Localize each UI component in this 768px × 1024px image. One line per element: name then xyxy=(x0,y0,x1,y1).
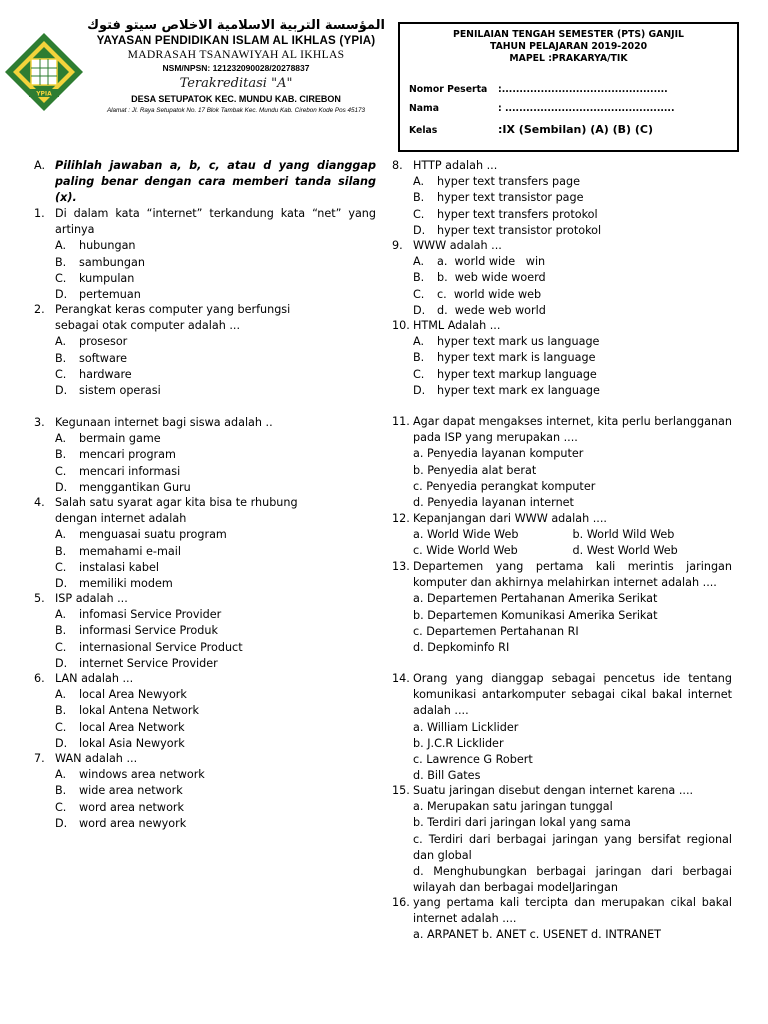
option-b[interactable]: b. Terdiri dari jaringan lokal yang sama xyxy=(413,816,631,830)
option-letter: D. xyxy=(55,656,68,670)
option-text: b. web wide woerd xyxy=(437,271,546,285)
option-letter: B. xyxy=(55,704,67,718)
option-text: hyper text transfers protokol xyxy=(437,207,598,221)
question-text: ISP adalah ... xyxy=(55,592,128,605)
option-d[interactable] xyxy=(55,656,376,672)
instruction-text: Pilihlah jawaban a, b, c, atau d yang dianggap paling benar dengan cara memberi tanda silang (x). xyxy=(55,159,376,205)
option-d[interactable]: d. Bill Gates xyxy=(413,769,481,783)
option-d[interactable] xyxy=(55,816,376,832)
option-letter: B. xyxy=(413,271,425,285)
option-text: hyper text mark us language xyxy=(437,335,600,349)
option-letter: B. xyxy=(55,624,67,638)
question-text: Agar dapat mengakses internet, kita perlu berlangganan pada ISP yang merupakan .... xyxy=(413,415,732,445)
question-11 xyxy=(392,414,732,511)
option-letter: C. xyxy=(55,800,67,814)
option-text: hyper text mark is language xyxy=(437,351,596,365)
option-b[interactable] xyxy=(55,447,376,463)
letterhead-arabic: المؤسسة التربية الاسلامية الاخلاص سيتو فتوك xyxy=(87,18,385,33)
option-text: hardware xyxy=(79,367,132,381)
option-a[interactable] xyxy=(55,238,376,254)
option-letter: D. xyxy=(413,303,426,317)
option-letter: A. xyxy=(413,335,425,349)
option-c[interactable] xyxy=(55,464,376,480)
question-7 xyxy=(34,751,376,832)
option-text: lokal Asia Newyork xyxy=(79,736,185,750)
option-letter: B. xyxy=(55,544,67,558)
option-letter: D. xyxy=(55,577,68,591)
nama-field[interactable]: : ................................................ xyxy=(498,103,675,114)
option-letter: C. xyxy=(55,560,67,574)
option-letter: D. xyxy=(55,384,68,398)
question-number: 7. xyxy=(34,752,45,765)
option-text: informasi Service Produk xyxy=(79,624,218,638)
option-a[interactable] xyxy=(413,174,732,190)
option-letter: C. xyxy=(413,287,425,301)
exam-title xyxy=(400,29,737,65)
option-c[interactable]: c. Penyedia perangkat komputer xyxy=(413,479,596,493)
question-9 xyxy=(392,238,732,319)
option-a[interactable]: a. Departemen Pertahanan Amerika Serikat xyxy=(413,592,658,606)
option-letter: C. xyxy=(413,367,425,381)
option-text: menguasai suatu program xyxy=(79,528,227,542)
exam-title-line2: TAHUN PELAJARAN 2019-2020 xyxy=(489,41,648,52)
option-letter: D. xyxy=(55,816,68,830)
question-1 xyxy=(34,206,376,303)
option-d[interactable]: d. Penyedia layanan internet xyxy=(413,496,574,510)
option-text: software xyxy=(79,351,128,365)
option-letter: D. xyxy=(55,480,68,494)
question-number: 10. xyxy=(392,319,410,332)
option-text: infomasi Service Provider xyxy=(79,608,222,622)
option-letter: B. xyxy=(55,784,67,798)
answer-options[interactable]: a. ARPANET b. ANET c. USENET d. INTRANET xyxy=(413,928,662,942)
option-a[interactable] xyxy=(55,527,376,543)
option-b[interactable] xyxy=(55,783,376,799)
option-letter: C. xyxy=(55,640,67,654)
question-text: HTTP adalah ... xyxy=(413,159,498,172)
option-b[interactable] xyxy=(413,350,732,366)
option-a[interactable] xyxy=(55,431,376,447)
option-text: wide area network xyxy=(79,784,183,798)
kelas-label: Kelas xyxy=(409,125,438,136)
logo-text: YPIA xyxy=(36,90,52,98)
option-text: hyper text transistor protokol xyxy=(437,223,602,237)
option-b[interactable]: b. World Wild Web xyxy=(572,528,675,542)
question-number: 2. xyxy=(34,303,45,316)
option-letter: B. xyxy=(55,448,67,462)
question-4 xyxy=(34,495,376,592)
option-d[interactable] xyxy=(55,383,376,399)
question-2 xyxy=(34,302,376,399)
option-c[interactable] xyxy=(413,367,732,383)
option-c[interactable] xyxy=(55,640,376,656)
option-letter: C. xyxy=(55,271,67,285)
question-text: yang pertama kali tercipta dan merupakan cikal bakal internet adalah .... xyxy=(413,896,732,926)
option-b[interactable] xyxy=(55,623,376,639)
option-b[interactable] xyxy=(55,703,376,719)
question-text: Suatu jaringan disebut dengan internet karena .... xyxy=(413,784,694,797)
option-c[interactable]: c. Lawrence G Robert xyxy=(413,753,533,767)
option-text: windows area network xyxy=(79,768,205,782)
option-text: hyper text transistor page xyxy=(437,191,584,205)
option-c[interactable] xyxy=(55,720,376,736)
question-text: Salah satu syarat agar kita bisa te rhubung dengan internet adalah xyxy=(55,496,298,526)
option-text: kumpulan xyxy=(79,271,135,285)
option-a[interactable] xyxy=(55,607,376,623)
option-letter: A. xyxy=(413,175,425,189)
school-logo-icon xyxy=(4,32,84,112)
option-letter: A. xyxy=(55,528,67,542)
option-d[interactable] xyxy=(55,576,376,592)
option-c[interactable] xyxy=(55,271,376,287)
question-text: Departemen yang pertama kali merintis jaringan komputer dan akhirnya melahirkan internet adalah .... xyxy=(413,560,732,590)
option-text: sambungan xyxy=(79,255,145,269)
option-c[interactable]: c. Wide World Web xyxy=(413,544,518,558)
question-number: 5. xyxy=(34,592,45,605)
question-6 xyxy=(34,671,376,752)
option-text: hyper text markup language xyxy=(437,367,597,381)
option-text: hyper text transfers page xyxy=(437,175,580,189)
instruction xyxy=(34,158,376,207)
question-15 xyxy=(392,783,732,896)
option-text: d. wede web world xyxy=(437,303,546,317)
question-number: 12. xyxy=(392,512,410,525)
school-letterhead xyxy=(0,18,390,130)
option-text: mencari program xyxy=(79,448,176,462)
option-c[interactable]: c. Terdiri dari berbagai jaringan yang bersifat regional dan global xyxy=(413,832,732,862)
option-text: prosesor xyxy=(79,335,128,349)
option-text: internasional Service Product xyxy=(79,640,243,654)
option-a[interactable] xyxy=(55,687,376,703)
exam-title-line1: PENILAIAN TENGAH SEMESTER (PTS) GANJIL xyxy=(453,29,684,40)
option-a[interactable] xyxy=(413,334,732,350)
question-14 xyxy=(392,671,732,784)
option-text: a. world wide win xyxy=(437,255,546,269)
letterhead-yayasan: YAYASAN PENDIDIKAN ISLAM AL IKHLAS (YPIA) xyxy=(96,34,376,47)
option-d[interactable] xyxy=(413,223,732,239)
question-text: Di dalam kata “internet” terkandung kata “net” yang artinya xyxy=(55,207,376,237)
option-letter: A. xyxy=(55,239,67,253)
option-d[interactable] xyxy=(55,287,376,303)
option-text: local Area Network xyxy=(79,720,185,734)
question-number: 3. xyxy=(34,416,45,429)
option-a[interactable] xyxy=(55,334,376,350)
letterhead-madrasah: MADRASAH TSANAWIYAH AL IKHLAS xyxy=(127,48,345,61)
option-text: hubungan xyxy=(79,239,136,253)
option-c[interactable] xyxy=(55,367,376,383)
option-letter: A. xyxy=(55,432,67,446)
option-letter: C. xyxy=(55,464,67,478)
nama-label: Nama xyxy=(409,103,440,114)
question-number: 9. xyxy=(392,239,403,252)
option-c[interactable] xyxy=(413,287,732,303)
nomor-peserta-field[interactable]: :............................................... xyxy=(498,84,668,95)
option-row xyxy=(413,543,732,559)
option-c[interactable] xyxy=(55,800,376,816)
option-letter: D. xyxy=(55,736,68,750)
option-text: pertemuan xyxy=(79,288,141,302)
exam-info-box xyxy=(398,22,739,152)
option-d[interactable] xyxy=(413,303,732,319)
question-3 xyxy=(34,415,376,496)
option-letter: A. xyxy=(55,768,67,782)
option-text: word area network xyxy=(79,800,184,814)
question-8 xyxy=(392,158,732,239)
option-text: menggantikan Guru xyxy=(79,480,191,494)
option-b[interactable]: b. Penyedia alat berat xyxy=(413,463,537,477)
option-d[interactable] xyxy=(413,383,732,399)
option-text: hyper text mark ex language xyxy=(437,383,600,397)
question-12 xyxy=(392,511,732,560)
option-b[interactable] xyxy=(413,270,732,286)
option-b[interactable] xyxy=(55,255,376,271)
option-a[interactable] xyxy=(55,767,376,783)
question-number: 16. xyxy=(392,896,410,909)
option-letter: C. xyxy=(55,720,67,734)
option-letter: D. xyxy=(413,383,426,397)
option-a[interactable]: a. Merupakan satu jaringan tunggal xyxy=(413,800,613,814)
question-number: 1. xyxy=(34,207,45,220)
question-text: LAN adalah ... xyxy=(55,672,134,685)
option-b[interactable] xyxy=(55,351,376,367)
question-text: HTML Adalah ... xyxy=(413,319,501,332)
option-b[interactable] xyxy=(413,190,732,206)
question-text: Kepanjangan dari WWW adalah .... xyxy=(413,512,607,525)
option-text: bermain game xyxy=(79,432,161,446)
option-d[interactable]: d. West World Web xyxy=(572,544,678,558)
option-letter: A. xyxy=(55,335,67,349)
question-number: 8. xyxy=(392,159,403,172)
question-number: 11. xyxy=(392,415,410,428)
instruction-letter: A. xyxy=(34,159,46,172)
nomor-peserta-label: Nomor Peserta xyxy=(409,84,488,95)
option-text: c. world wide web xyxy=(437,287,542,301)
question-number: 6. xyxy=(34,672,45,685)
question-10 xyxy=(392,318,732,399)
option-c[interactable] xyxy=(413,207,732,223)
letterhead-desa: DESA SETUPATOK KEC. MUNDU KAB. CIREBON xyxy=(131,94,341,104)
option-d[interactable] xyxy=(55,480,376,496)
option-letter: B. xyxy=(413,191,425,205)
option-letter: B. xyxy=(55,255,67,269)
option-letter: D. xyxy=(413,223,426,237)
option-text: instalasi kabel xyxy=(79,560,159,574)
question-text: WWW adalah ... xyxy=(413,239,502,252)
question-number: 4. xyxy=(34,496,45,509)
option-text: sistem operasi xyxy=(79,384,161,398)
option-a[interactable]: a. World Wide Web xyxy=(413,528,519,542)
option-b[interactable] xyxy=(55,544,376,560)
kelas-field[interactable]: :IX (Sembilan) (A) (B) (C) xyxy=(498,123,653,136)
option-row xyxy=(413,527,732,543)
option-letter: A. xyxy=(55,688,67,702)
question-text: WAN adalah ... xyxy=(55,752,138,765)
option-a[interactable]: a. William Licklider xyxy=(413,720,519,734)
option-d[interactable]: d. Menghubungkan berbagai jaringan dari berbagai wilayah dan berbagai modelJaringan xyxy=(413,865,732,895)
option-letter: C. xyxy=(55,367,67,381)
option-a[interactable]: a. Penyedia layanan komputer xyxy=(413,447,584,461)
option-b[interactable]: b. Departemen Komunikasi Amerika Serikat xyxy=(413,608,658,622)
option-text: memahami e-mail xyxy=(79,544,181,558)
question-number: 14. xyxy=(392,672,410,685)
option-text: lokal Antena Network xyxy=(79,704,199,718)
option-d[interactable] xyxy=(55,736,376,752)
option-letter: B. xyxy=(55,351,67,365)
option-letter: A. xyxy=(413,255,425,269)
question-13 xyxy=(392,559,732,656)
exam-subject: MAPEL :PRAKARYA/TIK xyxy=(509,53,628,64)
option-text: word area newyork xyxy=(79,816,187,830)
option-c[interactable]: c. Departemen Pertahanan RI xyxy=(413,624,579,638)
option-a[interactable] xyxy=(413,254,732,270)
question-text: Orang yang dianggap sebagai pencetus ide tentang komunikasi antarkomputer sebagai cikal bakal internet adalah .... xyxy=(413,672,732,718)
option-text: mencari informasi xyxy=(79,464,181,478)
question-16 xyxy=(392,895,732,944)
option-letter: D. xyxy=(55,288,68,302)
option-text: local Area Newyork xyxy=(79,688,187,702)
option-b[interactable]: b. J.C.R Licklider xyxy=(413,736,504,750)
option-text: memiliki modem xyxy=(79,577,173,591)
question-number: 15. xyxy=(392,784,410,797)
question-text: Kegunaan internet bagi siswa adalah .. xyxy=(55,416,273,429)
letterhead-alamat: Alamat : Jl. Raya Setupatok No. 17 Blok Tambak Kec. Mundu Kab. Cirebon Kode Pos 45173 xyxy=(106,107,366,114)
option-letter: A. xyxy=(55,608,67,622)
question-number: 13. xyxy=(392,560,410,573)
option-text: internet Service Provider xyxy=(79,656,218,670)
option-letter: B. xyxy=(413,351,425,365)
question-5 xyxy=(34,591,376,672)
letterhead-akreditasi: Terakreditasi "A" xyxy=(179,76,293,91)
option-c[interactable] xyxy=(55,560,376,576)
option-letter: C. xyxy=(413,207,425,221)
option-d[interactable]: d. Depkominfo RI xyxy=(413,641,510,655)
question-text: Perangkat keras computer yang berfungsi sebagai otak computer adalah ... xyxy=(55,303,291,333)
letterhead-nsm: NSM/NPSN: 121232090028/20278837 xyxy=(162,63,310,73)
